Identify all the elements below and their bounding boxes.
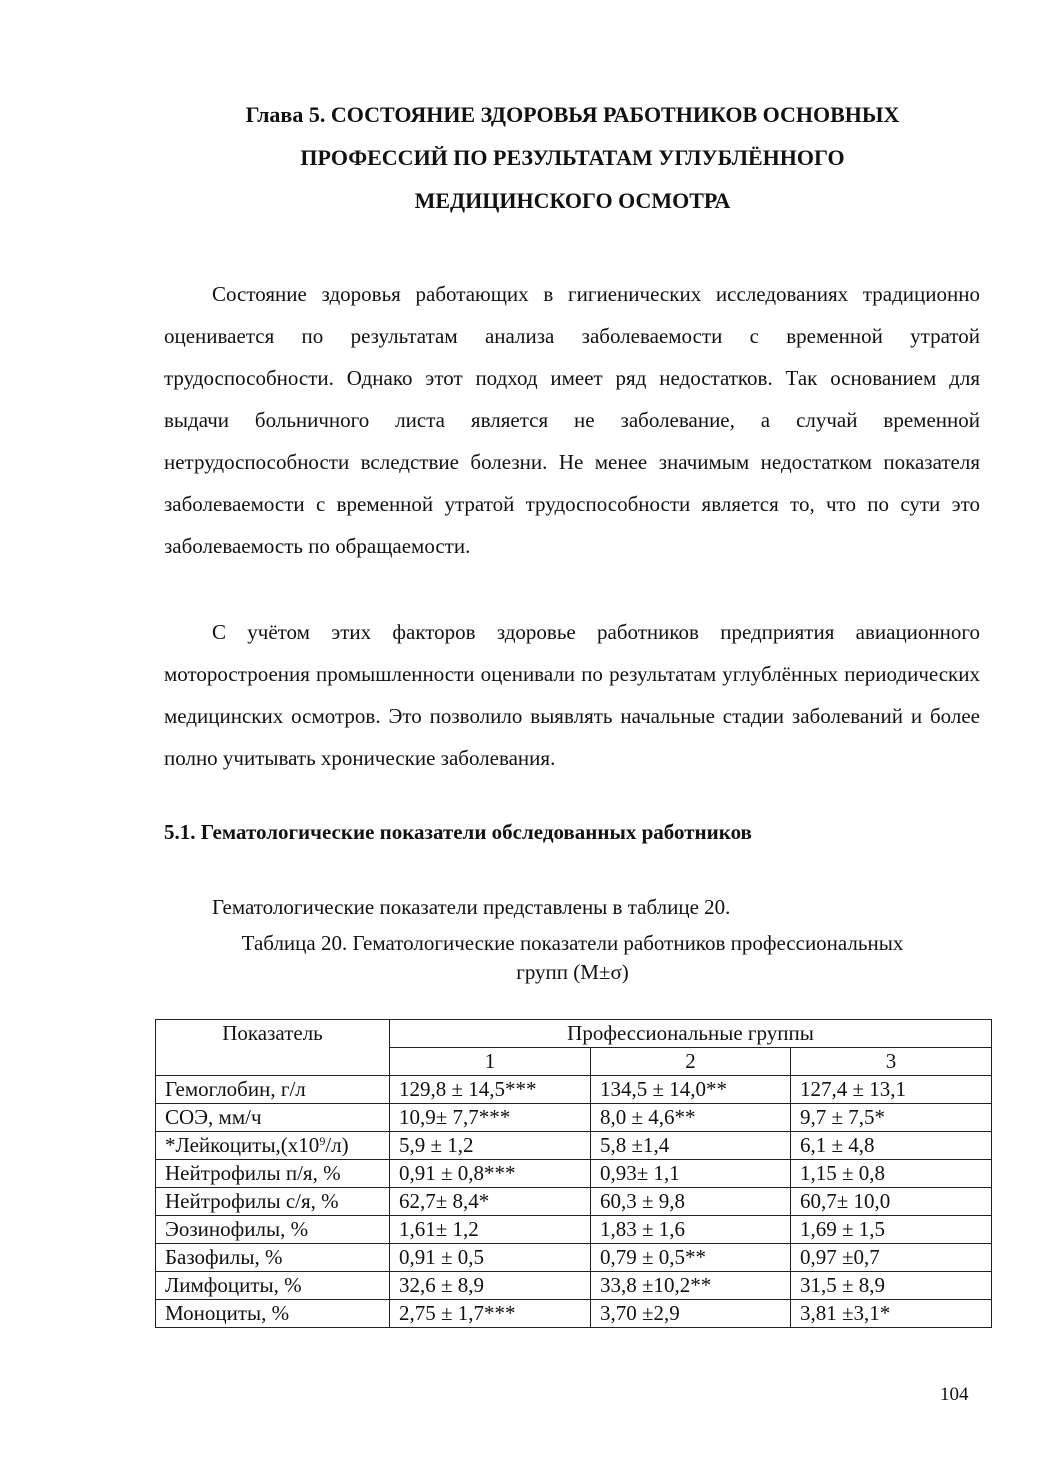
- table-row: [156, 1216, 992, 1244]
- value-cell: 5,8 ±1,4: [591, 1132, 791, 1160]
- indicator-cell: [156, 1132, 390, 1160]
- indicator-cell: Эозинофилы, %: [156, 1216, 390, 1244]
- group-number: 1: [390, 1048, 591, 1076]
- page-number: 104: [940, 1384, 969, 1405]
- body-paragraph-2: [164, 611, 980, 779]
- value-cell: 31,5 ± 8,9: [791, 1272, 992, 1300]
- paragraph-text: Состояние здоровья работающих в гигиенических исследованиях традиционно оценивается по результатам анализа заболеваемости с временной утратой трудоспособности. Однако этот подход имеет ряд недостатков. Так основанием для выдачи больничного листа является не заболевание, а случай временной нетрудоспособности вследствие болезни. Не менее значимым недостатком показателя заболеваемости с временной утратой трудоспособности является то, что по сути это заболеваемость по обращаемости.: [164, 282, 980, 558]
- value-cell: 1,83 ± 1,6: [591, 1216, 791, 1244]
- value-cell: 2,75 ± 1,7***: [390, 1300, 591, 1328]
- indicator-cell: Гемоглобин, г/л: [156, 1076, 390, 1104]
- value-cell: 10,9± 7,7***: [390, 1104, 591, 1132]
- group-number: 3: [791, 1048, 992, 1076]
- value-cell: 0,93± 1,1: [591, 1160, 791, 1188]
- indicator-cell: Нейтрофилы с/я, %: [156, 1188, 390, 1216]
- table-row: [156, 1076, 992, 1104]
- value-cell: 8,0 ± 4,6**: [591, 1104, 791, 1132]
- value-cell: 62,7± 8,4*: [390, 1188, 591, 1216]
- table-caption-line: групп (М±σ): [516, 960, 629, 984]
- table-row: [156, 1104, 992, 1132]
- value-cell: 1,61± 1,2: [390, 1216, 591, 1244]
- value-cell: 129,8 ± 14,5***: [390, 1076, 591, 1104]
- table-reference-text: Гематологические показатели представлены в таблице 20.: [212, 895, 731, 919]
- section-heading: 5.1. Гематологические показатели обследованных работников: [164, 820, 752, 844]
- indicator-cell: Моноциты, %: [156, 1300, 390, 1328]
- value-cell: 5,9 ± 1,2: [390, 1132, 591, 1160]
- chapter-title-line: МЕДИЦИНСКОГО ОСМОТРА: [414, 188, 731, 213]
- value-cell: 6,1 ± 4,8: [791, 1132, 992, 1160]
- paragraph-text: С учётом этих факторов здоровье работников предприятия авиационного моторостроения промышленности оценивали по результатам углублённых периодических медицинских осмотров. Это позволило выявлять начальные стадии заболеваний и более полно учитывать хронические заболевания.: [164, 620, 980, 770]
- chapter-title: [140, 93, 1005, 222]
- table-row: [156, 1300, 992, 1328]
- indicator-text: *Лейкоциты,(х10: [165, 1133, 320, 1157]
- table-row: [156, 1244, 992, 1272]
- value-cell: 60,3 ± 9,8: [591, 1188, 791, 1216]
- value-cell: 0,91 ± 0,5: [390, 1244, 591, 1272]
- value-cell: 33,8 ±10,2**: [591, 1272, 791, 1300]
- chapter-title-line: Глава 5. СОСТОЯНИЕ ЗДОРОВЬЯ РАБОТНИКОВ ОСНОВНЫХ: [245, 102, 900, 127]
- value-cell: 32,6 ± 8,9: [390, 1272, 591, 1300]
- value-cell: 9,7 ± 7,5*: [791, 1104, 992, 1132]
- table-row: [156, 1132, 992, 1160]
- header-indicator: Показатель: [156, 1020, 390, 1076]
- indicator-text: /л): [325, 1133, 349, 1157]
- value-cell: 0,79 ± 0,5**: [591, 1244, 791, 1272]
- chapter-title-line: ПРОФЕССИЙ ПО РЕЗУЛЬТАТАМ УГЛУБЛЁННОГО: [300, 145, 845, 170]
- indicator-cell: Базофилы, %: [156, 1244, 390, 1272]
- value-cell: 134,5 ± 14,0**: [591, 1076, 791, 1104]
- value-cell: 1,15 ± 0,8: [791, 1160, 992, 1188]
- table-header-row: [156, 1020, 992, 1048]
- group-number: 2: [591, 1048, 791, 1076]
- table-caption-line: Таблица 20. Гематологические показатели работников профессиональных: [241, 931, 904, 955]
- header-groups: Профессиональные группы: [390, 1020, 992, 1048]
- table-caption: [160, 929, 985, 987]
- indicator-cell: СОЭ, мм/ч: [156, 1104, 390, 1132]
- table-row: [156, 1272, 992, 1300]
- body-paragraph-1: [164, 273, 980, 567]
- value-cell: 3,81 ±3,1*: [791, 1300, 992, 1328]
- value-cell: 1,69 ± 1,5: [791, 1216, 992, 1244]
- indicator-superscript: 9: [319, 1134, 326, 1148]
- value-cell: 3,70 ±2,9: [591, 1300, 791, 1328]
- table-row: [156, 1188, 992, 1216]
- value-cell: 0,97 ±0,7: [791, 1244, 992, 1272]
- hematology-table: [155, 1019, 992, 1328]
- indicator-cell: Лимфоциты, %: [156, 1272, 390, 1300]
- table-row: [156, 1160, 992, 1188]
- value-cell: 60,7± 10,0: [791, 1188, 992, 1216]
- value-cell: 0,91 ± 0,8***: [390, 1160, 591, 1188]
- value-cell: 127,4 ± 13,1: [791, 1076, 992, 1104]
- indicator-cell: Нейтрофилы п/я, %: [156, 1160, 390, 1188]
